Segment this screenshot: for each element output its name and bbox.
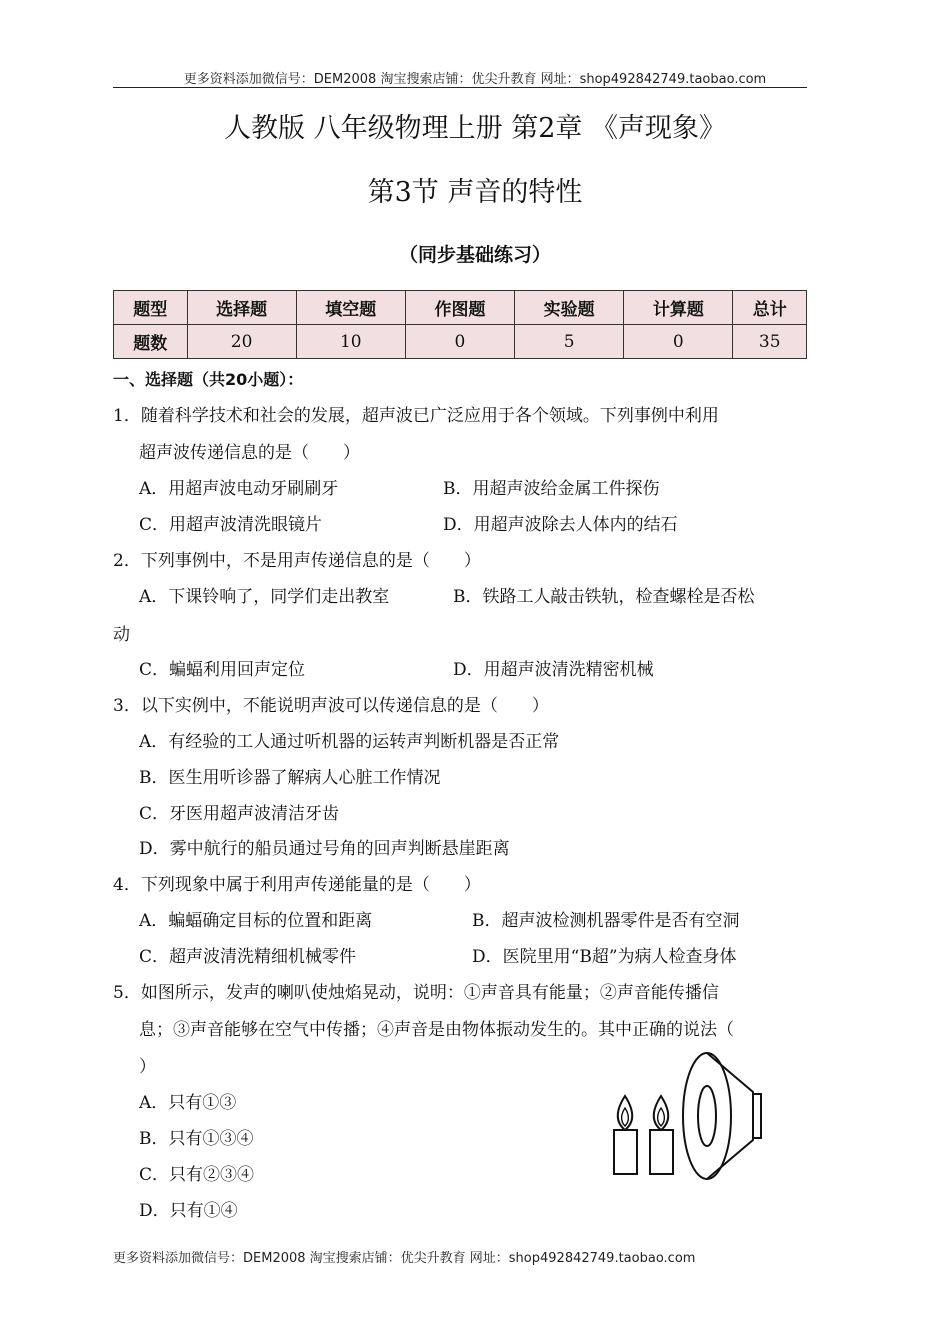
candle-2 [650, 1130, 673, 1174]
table-cell: 5 [515, 325, 624, 359]
question-summary-table [113, 290, 807, 359]
flame-1 [618, 1096, 632, 1130]
question-3-option-b: B．医生用听诊器了解病人心脏工作情况 [139, 768, 441, 788]
question-2-option-b-cont: 动 [113, 625, 130, 645]
question-5-option-d: D．只有①④ [139, 1201, 238, 1221]
candle-speaker-figure [605, 1040, 775, 1184]
question-1-option-b: B．用超声波给金属工件探伤 [443, 479, 660, 499]
page-header: 更多资料添加微信号：DEM2008 淘宝搜索店铺：优尖升教育 网址：shop492842749.taobao.com [183, 72, 767, 87]
question-1-option-a: A．用超声波电动牙刷刷牙 [139, 479, 339, 499]
question-2-stem: 2．下列事例中，不是用声传递信息的是（ ） [113, 551, 481, 571]
question-5-option-a: A．只有①③ [139, 1093, 237, 1113]
document-title: 人教版 八年级物理上册 第2章 《声现象》 [224, 113, 726, 144]
table-header-cell: 总计 [733, 291, 807, 325]
question-5-stem-end: ） [139, 1057, 156, 1077]
table-header-cell: 填空题 [296, 291, 405, 325]
speaker-cone [698, 1086, 716, 1146]
table-cell: 20 [187, 325, 296, 359]
table-cell: 10 [296, 325, 405, 359]
question-2-option-d: D．用超声波清洗精密机械 [453, 660, 654, 680]
table-header-cell: 作图题 [405, 291, 514, 325]
question-1-option-d: D．用超声波除去人体内的结石 [443, 515, 678, 535]
question-3-option-a: A．有经验的工人通过听机器的运转声判断机器是否正常 [139, 732, 560, 752]
question-4-option-b: B．超声波检测机器零件是否有空洞 [472, 911, 740, 931]
table-cell: 0 [405, 325, 514, 359]
question-2-option-a: A．下课铃响了，同学们走出教室 [139, 587, 390, 607]
page-footer: 更多资料添加微信号：DEM2008 淘宝搜索店铺：优尖升教育 网址：shop492842749.taobao.com [113, 1251, 696, 1266]
table-row [114, 325, 807, 359]
question-1-stem-cont: 超声波传递信息的是（ ） [139, 443, 360, 463]
candle-1 [614, 1130, 637, 1174]
question-4-option-c: C．超声波清洗精细机械零件 [139, 947, 357, 967]
table-cell: 35 [733, 325, 807, 359]
question-4-option-d: D．医院里用“B超”为病人检查身体 [472, 947, 737, 967]
question-1-option-c: C．用超声波清洗眼镜片 [139, 515, 323, 535]
header-divider [113, 87, 807, 88]
question-3-option-c: C．牙医用超声波清洁牙齿 [139, 804, 340, 824]
exercise-subtitle: （同步基础练习） [398, 244, 551, 266]
table-header-row [114, 291, 807, 325]
table-header-cell: 题型 [114, 291, 188, 325]
question-5-stem: 5．如图所示，发声的喇叭使烛焰晃动，说明：①声音具有能量；②声音能传播信 [113, 983, 719, 1003]
table-cell: 0 [624, 325, 733, 359]
question-4-option-a: A．蝙蝠确定目标的位置和距离 [139, 911, 373, 931]
speaker-rim [683, 1053, 731, 1179]
speaker-magnet [753, 1094, 761, 1138]
question-3-option-d: D．雾中航行的船员通过号角的回声判断悬崖距离 [139, 839, 510, 859]
section-heading: 一、选择题（共20小题）： [113, 370, 304, 389]
question-4-stem: 4．下列现象中属于利用声传递能量的是（ ） [113, 875, 481, 895]
section-title: 第3节 声音的特性 [367, 177, 583, 208]
question-2-option-b: B．铁路工人敲击铁轨，检查螺栓是否松 [453, 587, 755, 607]
question-5-stem-cont: 息；③声音能够在空气中传播；④声音是由物体振动发生的。其中正确的说法（ [139, 1020, 734, 1040]
table-header-cell: 计算题 [624, 291, 733, 325]
table-header-cell: 实验题 [515, 291, 624, 325]
table-header-cell: 选择题 [187, 291, 296, 325]
question-1-stem: 1．随着科学技术和社会的发展，超声波已广泛应用于各个领域。下列事例中利用 [113, 406, 719, 426]
question-2-option-c: C．蝙蝠利用回声定位 [139, 660, 306, 680]
question-3-stem: 3．以下实例中，不能说明声波可以传递信息的是（ ） [113, 696, 549, 716]
flame-2 [654, 1096, 668, 1130]
question-5-option-c: C．只有②③④ [139, 1165, 255, 1185]
table-row-label: 题数 [114, 325, 188, 359]
candle-speaker-illustration [605, 1040, 775, 1180]
question-5-option-b: B．只有①③④ [139, 1129, 254, 1149]
